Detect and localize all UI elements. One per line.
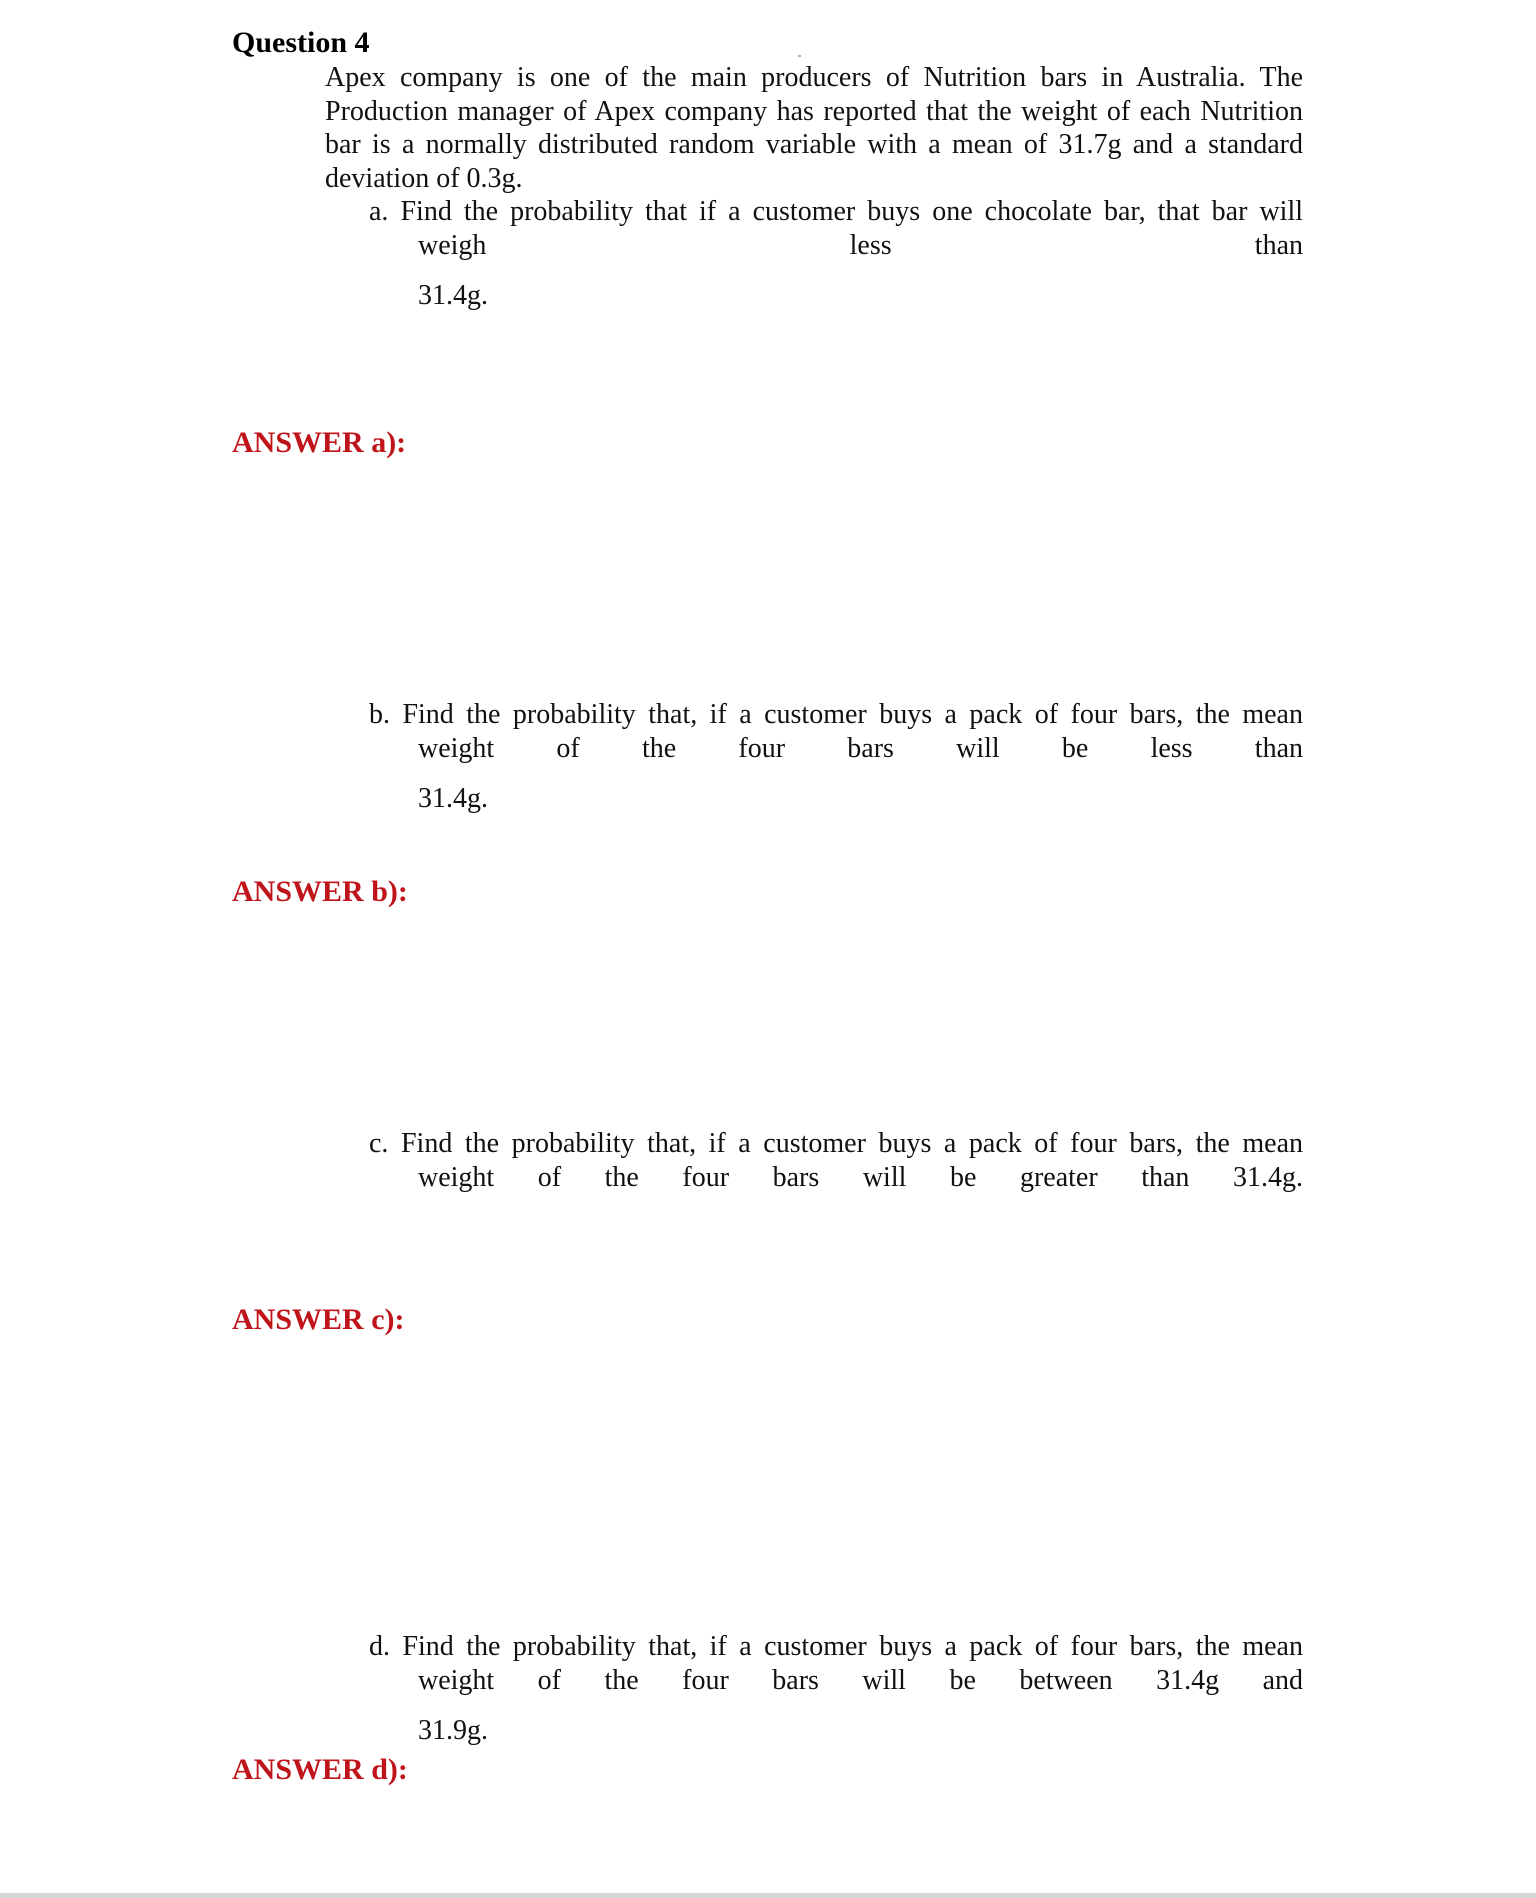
page-bottom-border [0, 1893, 1536, 1898]
part-c-line1: c. Find the probability that, if a customer buys a pack of four bars, the mean [369, 1128, 1303, 1159]
part-b-line1: b. Find the probability that, if a customer buys a pack of four bars, the mean [369, 699, 1303, 730]
part-a-line2: weigh less than [418, 229, 1303, 261]
part-d-line1: d. Find the probability that, if a customer buys a pack of four bars, the mean [369, 1631, 1303, 1662]
part-d [369, 1630, 1303, 1748]
part-b-tail: 31.4g. [418, 783, 488, 814]
question-intro: Apex company is one of the main producers of Nutrition bars in Australia. The Production manager of Apex company has reported that the weight of each Nutrition bar is a normally distributed random variable with a mean of 31.7g and a standard deviation of 0.3g. [325, 62, 1303, 194]
question-heading: Question 4 [232, 26, 370, 59]
part-c [369, 1127, 1303, 1194]
part-a-line1: a. Find the probability that if a customer buys one chocolate bar, that bar will [369, 196, 1303, 227]
answer-a-label: ANSWER a): [232, 426, 407, 459]
part-c-line2: weight of the four bars will be greater than 31.4g. [418, 1161, 1303, 1193]
part-d-tail: 31.9g. [418, 1715, 488, 1746]
answer-d-label: ANSWER d): [232, 1753, 408, 1786]
part-a [369, 195, 1303, 313]
answer-b-label: ANSWER b): [232, 875, 408, 908]
part-b [369, 698, 1303, 816]
part-b-line2: weight of the four bars will be less than [418, 732, 1303, 764]
part-a-tail: 31.4g. [418, 280, 488, 311]
answer-c-label: ANSWER c): [232, 1303, 405, 1336]
part-d-line2: weight of the four bars will be between 31.4g and [418, 1664, 1303, 1696]
stray-mark [798, 55, 801, 57]
